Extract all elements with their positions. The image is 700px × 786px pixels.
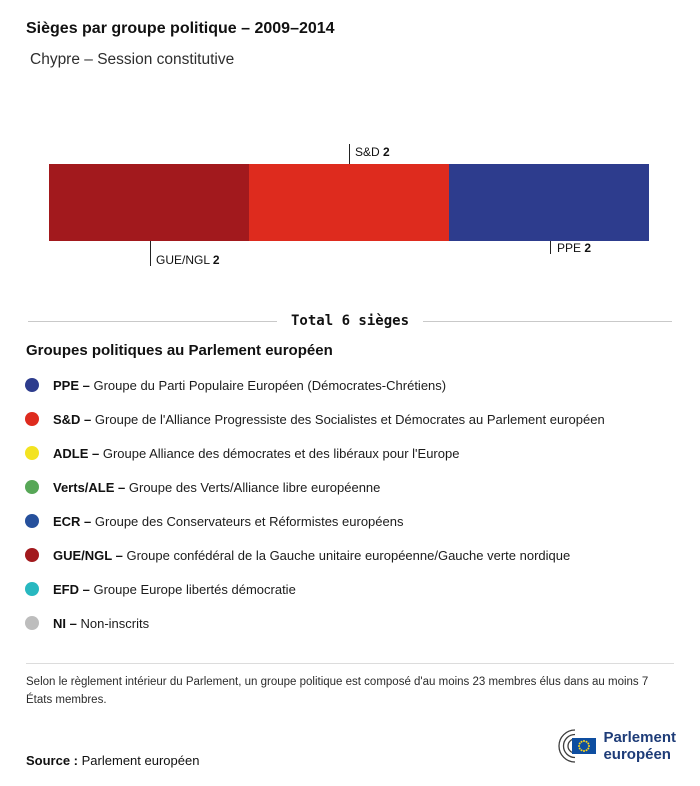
total-seats-row	[28, 313, 672, 329]
bar-segment-sd	[249, 164, 449, 241]
divider-line	[423, 321, 672, 322]
legend-dot-ppe	[25, 378, 39, 392]
bar-callout-gue-ngl	[150, 241, 220, 267]
legend-item-sd	[25, 402, 675, 436]
logo-wordmark: Parlement européen	[603, 728, 676, 763]
total-seats-label: Total 6 sièges	[291, 313, 410, 329]
divider-line	[28, 321, 277, 322]
legend-dot-sd	[25, 412, 39, 426]
legend-item-ecr	[25, 504, 675, 538]
parlement-europeen-logo	[535, 726, 676, 766]
legend-dot-gue-ngl	[25, 548, 39, 562]
legend-label: GUE/NGL – Groupe confédéral de la Gauche unitaire européenne/Gauche verte nordique	[53, 547, 571, 563]
legend-item-ni	[25, 606, 675, 640]
legend-heading: Groupes politiques au Parlement européen	[26, 342, 333, 359]
legend-item-adle	[25, 436, 675, 470]
legend-item-ppe	[25, 368, 675, 402]
page-subtitle: Chypre – Session constitutive	[30, 51, 235, 68]
legend-list	[25, 368, 675, 640]
bar-callout-ppe	[550, 241, 592, 255]
legend-label: PPE – Groupe du Parti Populaire Européen (Démocrates-Chrétiens)	[53, 377, 447, 393]
bar-segment-ppe	[449, 164, 649, 241]
footnote-text: Selon le règlement intérieur du Parlement, un groupe politique est composé d'au moins 23 membres élus dans au moins 7 États membres.	[26, 676, 649, 706]
legend-dot-adle	[25, 446, 39, 460]
bar-segment-gue-ngl	[49, 164, 249, 241]
legend-label: ECR – Groupe des Conservateurs et Réformistes européens	[53, 513, 404, 529]
legend-item-gue-ngl	[25, 538, 675, 572]
seats-stacked-bar	[49, 164, 649, 241]
legend-label: Verts/ALE – Groupe des Verts/Alliance libre européenne	[53, 479, 381, 495]
legend-dot-verts-ale	[25, 480, 39, 494]
bar-callout-sd	[349, 144, 390, 164]
legend-label: ADLE – Groupe Alliance des démocrates et des libéraux pour l'Europe	[53, 445, 460, 461]
source-line: Source : Parlement européen	[26, 753, 200, 768]
legend-label: EFD – Groupe Europe libertés démocratie	[53, 581, 296, 597]
footer-divider	[26, 663, 674, 664]
legend-item-verts-ale	[25, 470, 675, 504]
legend-label: S&D – Groupe de l'Alliance Progressiste des Socialistes et Démocrates au Parlement européen	[53, 411, 605, 427]
legend-item-efd	[25, 572, 675, 606]
page-title: Sièges par groupe politique – 2009–2014	[26, 20, 335, 37]
hemicycle-eu-flag-icon	[535, 726, 597, 766]
legend-dot-ecr	[25, 514, 39, 528]
bar-callout-ppe-label: PPE 2	[557, 241, 592, 255]
bar-callout-sd-label: S&D 2	[355, 145, 390, 159]
legend-dot-efd	[25, 582, 39, 596]
legend-label: NI – Non-inscrits	[53, 615, 150, 631]
legend-dot-ni	[25, 616, 39, 630]
bar-callout-gue-ngl-label: GUE/NGL 2	[156, 253, 220, 267]
